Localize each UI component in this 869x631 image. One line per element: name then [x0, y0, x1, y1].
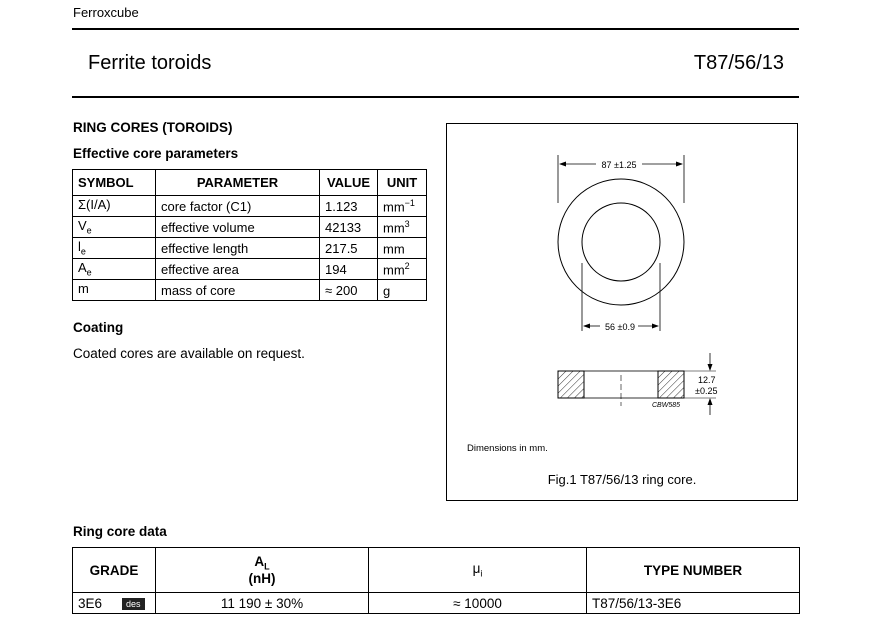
- unit-cell: mm: [378, 238, 427, 259]
- header-rule-bottom: [72, 96, 799, 98]
- ring-header-row: [73, 548, 800, 593]
- coating-heading: Coating: [73, 320, 124, 335]
- header-rule-top: [72, 28, 799, 30]
- symbol-cell: Σ(I/A): [73, 196, 156, 217]
- value-cell: 42133: [320, 217, 378, 238]
- coating-text: Coated cores are available on request.: [73, 346, 305, 361]
- col-type-number: TYPE NUMBER: [587, 548, 800, 593]
- company-name: Ferroxcube: [73, 5, 139, 20]
- ring-core-table: [72, 547, 800, 614]
- symbol-cell: $A_e$: [73, 259, 156, 280]
- outer-dimension-label: 87 ±1.25: [601, 160, 637, 170]
- table-row: [73, 238, 427, 259]
- grade-cell: 3E6 des: [73, 593, 156, 614]
- table-row: [73, 259, 427, 280]
- parameter-cell: mass of core: [156, 280, 320, 301]
- ring-data-heading: Ring core data: [73, 524, 167, 539]
- parameter-cell: effective area: [156, 259, 320, 280]
- params-table: [72, 169, 427, 301]
- symbol-cell: m: [73, 280, 156, 301]
- col-unit: UNIT: [378, 170, 427, 196]
- unit-cell: $mm^2$: [378, 259, 427, 280]
- col-parameter: PARAMETER: [156, 170, 320, 196]
- parameter-cell: effective length: [156, 238, 320, 259]
- unit-cell: g: [378, 280, 427, 301]
- dimensions-note: Dimensions in mm.: [467, 443, 548, 454]
- unit-cell: $mm^{-1}$: [378, 196, 427, 217]
- des-badge: des: [122, 598, 145, 610]
- height-dimension-label: 12.7: [698, 375, 716, 385]
- symbol-cell: $l_e$: [73, 238, 156, 259]
- params-header-row: [73, 170, 427, 196]
- table-row: [73, 280, 427, 301]
- table-row: [73, 217, 427, 238]
- value-cell: ≈ 200: [320, 280, 378, 301]
- inner-dimension-label: 56 ±0.9: [605, 322, 635, 332]
- section-heading: RING CORES (TOROIDS): [73, 120, 233, 135]
- unit-cell: $mm^3$: [378, 217, 427, 238]
- col-al: $A_L$ (nH): [156, 548, 369, 593]
- col-value: VALUE: [320, 170, 378, 196]
- type-number-cell: T87/56/13-3E6: [587, 593, 800, 614]
- figure-caption: Fig.1 T87/56/13 ring core.: [547, 472, 697, 487]
- parameter-cell: core factor (C1): [156, 196, 320, 217]
- col-symbol: SYMBOL: [73, 170, 156, 196]
- table-row: [73, 593, 800, 614]
- al-cell: 11 190 ± 30%: [156, 593, 369, 614]
- value-cell: 1.123: [320, 196, 378, 217]
- symbol-cell: $V_e$: [73, 217, 156, 238]
- drawing-code: CBW585: [652, 402, 681, 409]
- parameter-cell: effective volume: [156, 217, 320, 238]
- part-number: T87/56/13: [693, 52, 784, 74]
- page-title: Ferrite toroids: [88, 52, 212, 74]
- mu-cell: ≈ 10000: [369, 593, 587, 614]
- value-cell: 194: [320, 259, 378, 280]
- table-row: [73, 196, 427, 217]
- value-cell: 217.5: [320, 238, 378, 259]
- height-tolerance-label: ±0.25: [695, 386, 718, 396]
- col-grade: GRADE: [73, 548, 156, 593]
- params-heading: Effective core parameters: [73, 146, 239, 161]
- ring-core-drawing: [446, 123, 798, 501]
- col-mu: $\mu_i$: [369, 548, 587, 593]
